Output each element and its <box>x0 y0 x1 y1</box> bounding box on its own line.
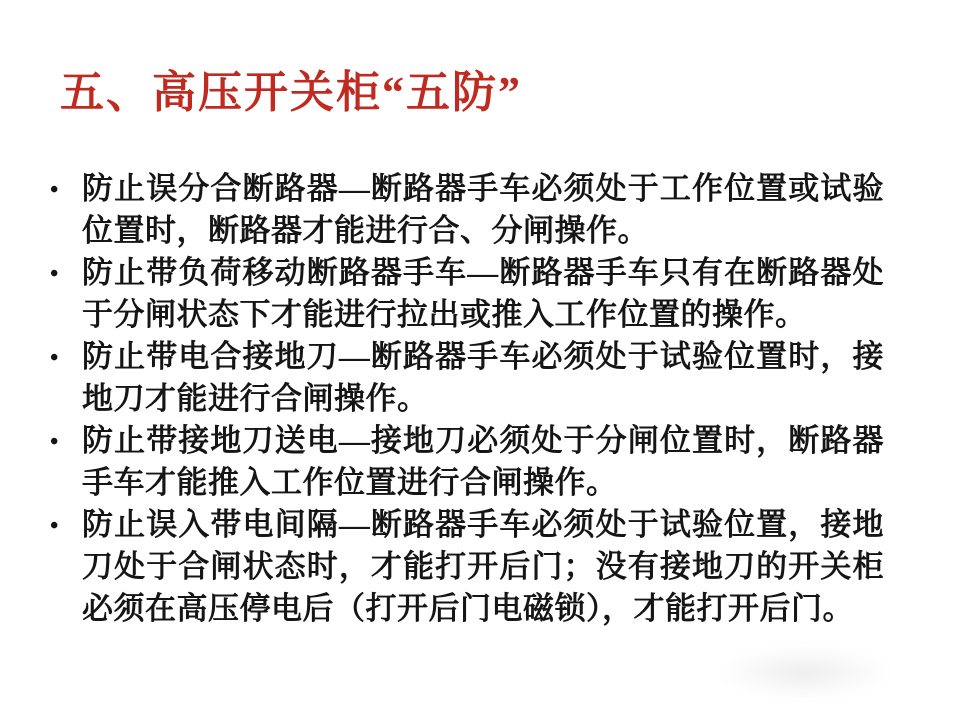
bullet-item <box>46 168 884 252</box>
bullet-text: 防止带接地刀送电—接地刀必须处于分闸位置时，断路器手车才能推入工作位置进行合闸操作。 <box>82 423 884 500</box>
bullet-item <box>46 420 884 504</box>
bullet-item <box>46 336 884 420</box>
bullet-dot-icon: • <box>50 513 59 539</box>
bullet-dot-icon: • <box>50 261 59 287</box>
bullet-dot-icon: • <box>50 429 59 455</box>
bullet-text: 防止误入带电间隔—断路器手车必须处于试验位置，接地刀处于合闸状态时，才能打开后门；没有接地刀的开关柜必须在高压停电后（打开后门电磁锁），才能打开后门。 <box>82 507 884 626</box>
bullet-item <box>46 504 884 630</box>
bullet-dot-icon: • <box>50 345 59 371</box>
bullet-item <box>46 252 884 336</box>
bullet-text: 防止带电合接地刀—断路器手车必须处于试验位置时，接地刀才能进行合闸操作。 <box>82 339 884 416</box>
bullet-dot-icon: • <box>50 177 59 203</box>
bullet-list <box>46 168 884 630</box>
slide-title: 五、高压开关柜“五防” <box>60 68 522 117</box>
watermark <box>720 645 890 700</box>
bullet-text: 防止带负荷移动断路器手车—断路器手车只有在断路器处于分闸状态下才能进行拉出或推入工作位置的操作。 <box>82 255 884 332</box>
bullet-text: 防止误分合断路器—断路器手车必须处于工作位置或试验位置时，断路器才能进行合、分闸操作。 <box>82 171 884 248</box>
